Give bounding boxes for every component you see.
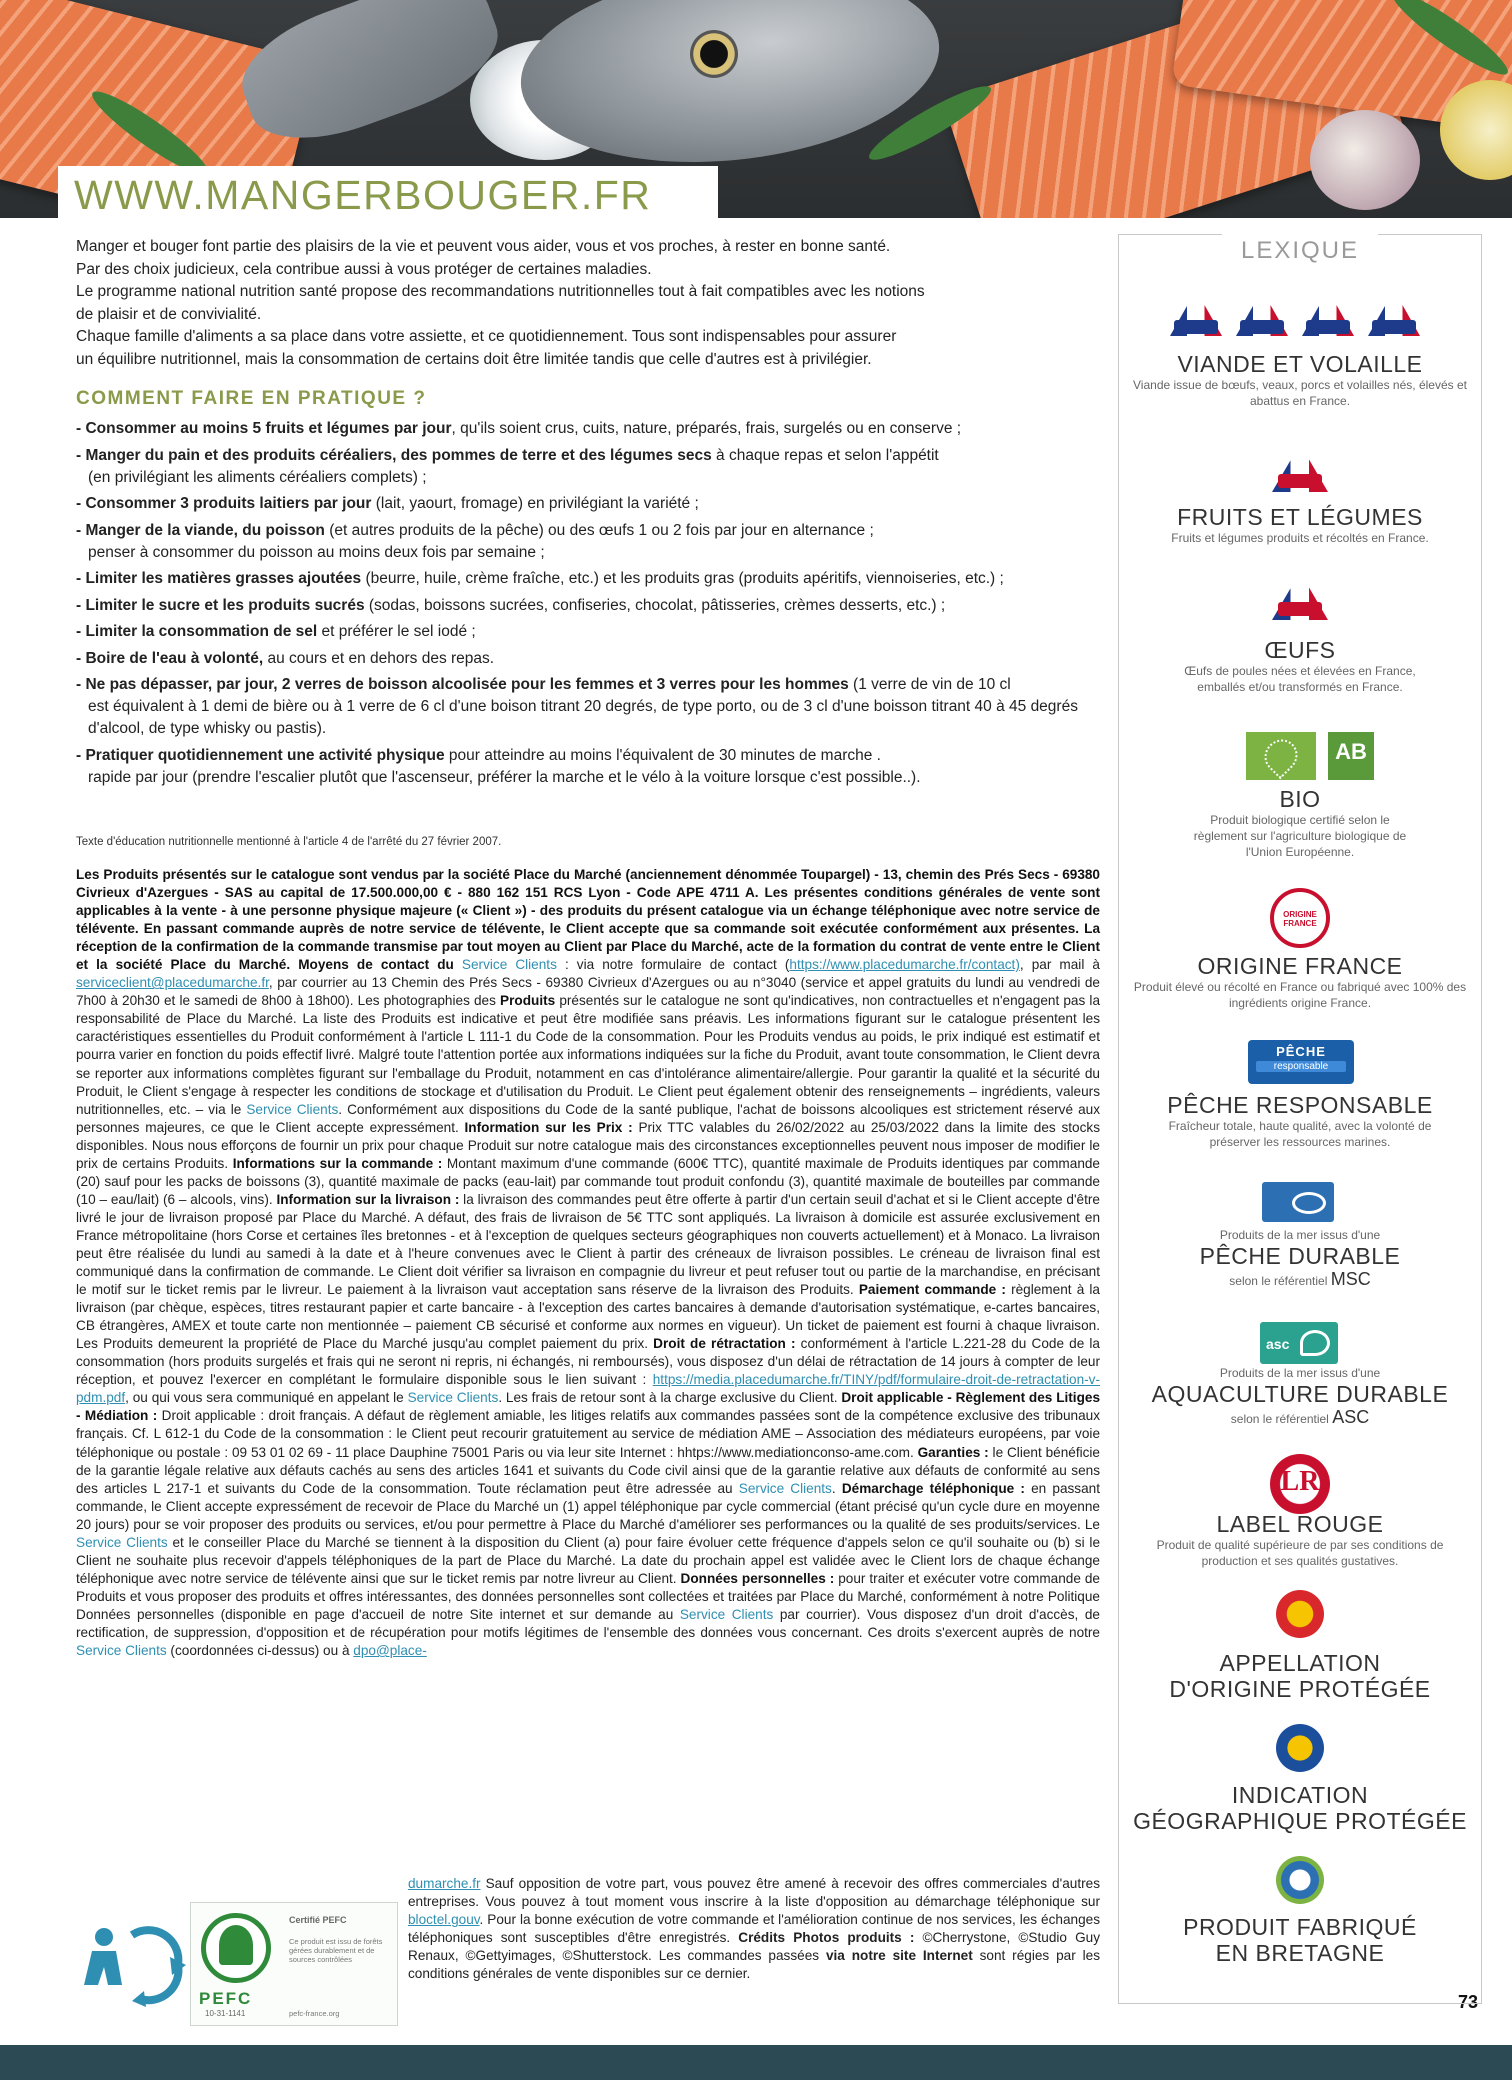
legal-text: pour traiter et exécuter votre commande de Produits et vous proposer des produits et offres intéressantes, des données personnelles sont collectées et traitées par Place du Marché, conformément à notre Politique Données personnelles (disponible en page d'accueil de notre Site internet et sur demande au [76,1570,1100,1622]
legal-text: (coordonnées ci-dessus) ou à [166,1643,354,1659]
dpo-email-link[interactable]: dpo@place- [353,1643,427,1659]
tip-continuation: rapide par jour (prendre l'escalier plutôt que l'ascenseur, préférer la marche et le vélo à la voiture lorsque c'est possible..). [88,768,921,786]
tip-text: (sodas, boissons sucrées, confiseries, chocolat, pâtisseries, crèmes desserts, etc.) ; [364,596,946,614]
tip-item [76,493,1086,515]
pefc-site: pefc-france.org [289,2009,340,2018]
nutrition-tips-list [76,418,1086,793]
tip-text: pour atteindre au moins l'équivalent de 30 minutes de marche . [444,746,881,764]
post-text: selon le référentiel [1229,1274,1328,1288]
lexique-entry-name: GÉOGRAPHIQUE PROTÉGÉE [1133,1808,1467,1834]
lexique-entry-origine [1120,953,1480,1011]
lexique-entry-name: BIO [1279,786,1321,812]
legal-text: règlement à la livraison (par chèque, espèces, titres restaurant papier et carte bancaire - à l'exception des cartes bancaires à demande d'autorisation systématique, e-cartes bancaires, CB étrangères, AMEX et toute carte non mentionnée – paiement CB sécurisé et conforme aux normes en vigueur). Un ticket de paiement est fourni à chaque livraison. Les Produits demeurent la propriété de Place du Marché jusqu'au complet paiement du prix. [76,1282,1100,1352]
lexique-title: LEXIQUE [1240,237,1360,264]
page-number: 73 [1458,1992,1479,2012]
lexique-entry-desc: Produit de qualité supérieure de par ses conditions de production et ses qualités gustatives. [1156,1538,1444,1568]
legal-text: Prix TTC valables du 26/02/2022 au 25/03/2022 dans la limite des stocks disponibles. Nous nous efforçons de fournir un prix pour chaque Produit sur notre catalogue mais des circonstances exceptionnelles peuvent nous imposer de modifier le prix de certains Produits. [76,1119,1100,1171]
referentiel-tag: ASC [1332,1407,1370,1427]
tip-text: , qu'ils soient crus, cuits, nature, préparés, frais, surgelés ou en conserve ; [451,420,962,437]
tip-bold: - Manger du pain et des produits céréaliers, des pommes de terre et des légumes secs [76,446,712,464]
lexique-entry-name: EN BRETAGNE [1215,1940,1385,1966]
lexique-entry-aquaculture [1120,1366,1480,1428]
lexique-entry-label-rouge [1120,1511,1480,1569]
tip-item [76,621,1086,643]
aop-seal-icon [1276,1590,1324,1638]
lexique-entry-name: ŒUFS [1264,637,1336,663]
legal-text: ©Cherrystone, ©Studio Guy Renaux, ©Gettyimages, ©Shutterstock. Les commandes passées [408,1930,1101,1964]
intro-line: de plaisir et de convivialité. [76,305,262,323]
intro-line: Le programme national nutrition santé propose des recommandations nutritionnelles tout à fait compatibles avec les notions [76,283,925,300]
tip-item [76,445,1086,489]
retractation-form-link[interactable]: https://media.placedumarche.fr/TINY/pdf/formulaire-droit-de-retractation-v-pdm.pdf [76,1372,1100,1406]
post-text: selon le référentiel [1230,1412,1329,1426]
lexique-entry-post [1120,1269,1480,1290]
lexique-entry-pre: Produits de la mer issus d'une [1219,1366,1381,1380]
lexique-entry-name: VIANDE ET VOLAILLE [1177,351,1423,377]
tip-item [76,648,1086,670]
lexique-entry-desc: Fruits et légumes produits et récoltés en France. [1171,531,1429,545]
bottom-band [0,2045,1512,2080]
seal-text: ORIGINE FRANCE [1283,910,1317,928]
legal-text: , par courrier au 13 Chemin des Prés Secs - 69380 Civrieux d'Azergues ou au n°3040 (service et appel gratuits du lundi au vendredi de 7h00 à 20h30 et le samedi de 8h00 à 18h00). Les photographies des [76,975,1100,1009]
tip-text: au cours et en dehors des repas. [263,649,495,667]
tip-text: et préférer le sel iodé ; [317,623,476,640]
tip-bold: - Limiter les matières grasses ajoutées [76,570,362,587]
peche-responsable-logo-icon [1248,1040,1354,1084]
service-clients-link[interactable]: Service Clients [246,1101,339,1117]
service-clients-link[interactable]: Service Clients [76,1643,167,1659]
intro-line: un équilibre nutritionnel, mais la consommation de certains doit être limitée tandis que celle d'autres est à privilégier. [76,350,872,368]
lexique-entry-desc: Fraîcheur totale, haute qualité, avec la volonté de préserver les ressources marines. [1168,1119,1432,1149]
tip-text: à chaque repas et selon l'appétit [711,446,939,464]
lexique-entry-name: ORIGINE FRANCE [1197,953,1403,979]
legal-bold: Paiement commande : [858,1282,1006,1298]
legal-text: Montant maximum d'une commande (600€ TTC), quantité maximale de Produits identiques par commande (20) sauf pour les packs de boissons (3), quantité maximale de packs (eau-lait) par commande tout produit confondu (3), quantité maximale de bouteilles par commande (10 – eau/lait) (6 – alcools, vins). [76,1155,1100,1207]
tip-bold: - Ne pas dépasser, par jour, 2 verres de boisson alcoolisée pour les femmes et 3 verres pour les hommes [76,676,849,693]
legal-bold: Information sur la livraison : [276,1191,460,1207]
tip-bold: - Boire de l'eau à volonté, [76,649,264,667]
lexique-entry-igp [1120,1782,1480,1834]
lexique-entry-aop [1120,1650,1480,1702]
tip-item [76,745,1086,789]
label-rouge-icon [1270,1454,1330,1514]
legal-text: le Client bénéficie de la garantie légale relative aux défauts cachés au sens des articles 1641 et suivants du Code civil ainsi que de la garantie relative aux défauts de conformité au sens des articles L 217-1 et suivants du Code de la consommation. Toute réclamation peut être adressée au [76,1444,1100,1496]
tip-continuation: (en privilégiant les aliments céréaliers complets) ; [88,468,427,486]
lexique-entry-desc: Produit élevé ou récolté en France ou fabriqué avec 100% des ingrédients origine France. [1133,980,1467,1010]
igp-seal-icon [1276,1724,1324,1772]
legal-text: sont régies par les conditions générales de vente disponibles sur ce dernier. [408,1948,1100,1982]
dpo-email-link[interactable]: dumarche.fr [408,1876,481,1891]
bloctel-link[interactable]: bloctel.gouv [408,1912,480,1928]
legal-text: , ou qui vous sera communiqué en appelant le [125,1390,408,1406]
legal-text: et le conseiller Place du Marché se tiennent à la disposition du Client (a) pour faire évoluer cette fréquence d'appels selon ce qu'il souhaite ou (b) si le Client ne souhaite plus recevoir d'appels téléphoniques de la part de Place du Marché. La date du prochain appel est validée avec le Client lors de chaque échange téléphonique avec notre service de télévente ainsi que sur le ticket remis par notre livreur au Client. [76,1534,1101,1586]
legal-bold: Droit de rétractation : [653,1336,796,1352]
lexique-entry-desc: Produit biologique certifié selon le règlement sur l'agriculture biologique de l'Union Européenne. [1193,813,1407,859]
fruits-legumes-france-badge-icon [1268,440,1332,496]
lexique-entry-name: PÊCHE DURABLE [1199,1243,1401,1269]
tip-text: (beurre, huile, crème fraîche, etc.) et les produits gras (produits apéritifs, viennoiseries, etc.) ; [361,570,1004,587]
lexique-entry-desc: Viande issue de bœufs, veaux, porcs et volailles nés, élevés et abattus en France. [1133,378,1467,408]
ab-logo-icon: AB [1328,732,1374,780]
lexique-entry-name: AQUACULTURE DURABLE [1151,1381,1449,1407]
tip-bold: - Consommer au moins 5 fruits et légumes par jour [76,420,452,437]
tip-item [76,595,1086,617]
service-client-email-link[interactable]: serviceclient@placedumarche.fr [76,975,269,991]
tip-item [76,674,1086,740]
lexique-entry-peche-durable [1120,1228,1480,1290]
tip-item [76,568,1086,590]
legal-text: conformément à l'article L.221-28 du Code de la consommation (hors produits surgelés et frais qui ne seront ni repris, ni échangés, ni remboursés), vous disposez d'un délai de rétractation de 14 jours à compter de leur réception, et pouvez l'exercer en complétant le formulaire disponible sous le lien suivant : [76,1336,1100,1388]
logo-text: asc [1266,1336,1290,1352]
tip-bold: - Pratiquer quotidiennement une activité physique [76,746,445,764]
asc-label-icon [1260,1322,1338,1364]
legal-bold: Informations sur la commande : [232,1155,443,1171]
lexique-entry-viande [1120,351,1480,409]
lexique-entry-name: FRUITS ET LÉGUMES [1177,504,1423,530]
origine-france-seal-icon [1270,888,1330,948]
viande-france-badge-icon [1166,284,1226,344]
service-clients-link[interactable]: Service Clients [461,957,557,973]
porc-france-badge-icon [1298,284,1358,344]
nutrition-footnote: Texte d'éducation nutritionnelle mentionné à l'article 4 de l'arrêté du 27 février 2007. [76,836,502,848]
triman-recycle-icon [70,1915,190,2015]
volaille-france-badge-icon [1232,284,1292,344]
garlic-image [1310,110,1420,210]
logo-text: responsable [1256,1061,1346,1072]
lexique-entry-fruits [1120,504,1480,546]
service-clients-link[interactable]: Service Clients [76,1534,168,1550]
legal-text: la livraison des commandes peut être offerte à partir d'un certain seuil d'achat et si le Client accepte d'être livré le jour de livraison proposé par Place du Marché. A défaut, des frais de livraison de 5€ TTC sont appliqués. La livraison à domicile est assurée exclusivement en France métropolitaine (hors Corse et certaines îles bretonnes - et à l'exception de quelques secteurs géographiques non couverts actuellement) et à Monaco. La livraison peut être réalisée du lundi au samedi à la date et à l'heure convenues avec le Client à partir des créneaux de livraison possibles. Le créneau de livraison final est communiqué dans la confirmation de commande. Le Client doit vérifier sa livraison en compagnie du livreur et peut refuser tout ou partie de la marchandise, en précisant le motif sur le ticket remis par le livreur. Le paiement à la livraison vaut acceptation sans réserve de la livraison des Produits. [76,1191,1100,1298]
lexique-entry-name: APPELLATION [1219,1650,1381,1676]
legal-text: : via notre formulaire de contact ( [556,957,790,973]
legal-text: par courrier). Vous disposez d'un droit d'accès, de rectification, de suppression, d'opposition et de récupération pour motifs légitimes de l'ensemble des données vous concernant. Ces droits s'exercent auprès de notre [76,1606,1100,1640]
tip-continuation: est équivalent à 1 demi de bière ou à 1 verre de 6 cl d'une boison titrant 20 degrés, de type porto, ou de 3 cl d'une boisson titrant 40 à 45 degrés d'alcool, de type whisky ou pastis). [88,698,1078,737]
intro-text [76,236,1076,371]
tip-item [76,418,1086,440]
oeufs-france-badge-icon [1268,568,1332,624]
tip-text: (1 verre de vin de 10 cl [848,676,1011,693]
eu-organic-leaf-icon [1246,732,1316,780]
legal-bold: Droit applicable - Règlement des Litiges - Médiation : [76,1390,1101,1424]
legal-bold: Information sur les Prix : [464,1119,633,1135]
mangerbouger-url-title[interactable]: WWW.MANGERBOUGER.FR [74,172,652,218]
lexique-entry-name: LABEL ROUGE [1216,1511,1384,1537]
legal-text: Sauf opposition de votre part, vous pouvez être amené à recevoir des offres commerciales d'autres entreprises. Vous pouvez à tout moment vous inscrire à la liste d'opposition au démarchage téléphonique sur [408,1876,1100,1910]
legal-bold: Produits [500,993,556,1009]
pefc-certification-logo [190,1902,398,2026]
legal-text: . Pour la bonne exécution de votre commande et l'amélioration continue de nos services, les échanges téléphoniques sont susceptibles d'être enregistrés. [408,1912,1100,1946]
lexique-entry-bretagne [1120,1914,1480,1966]
lexique-entry-name: D'ORIGINE PROTÉGÉE [1169,1676,1431,1702]
lexique-entry-pre: Produits de la mer issus d'une [1219,1228,1381,1242]
msc-label-icon [1262,1182,1334,1222]
tip-bold: - Manger de la viande, du poisson [76,521,325,539]
service-clients-link[interactable]: Service Clients [738,1480,832,1496]
lexique-entry-name: INDICATION [1231,1782,1369,1808]
pefc-tree-icon [219,1925,253,1965]
intro-line: Chaque famille d'aliments a sa place dans votre assiette, et ce quotidiennement. Tous sont indispensables pour assurer [76,328,897,345]
pefc-certified-label: Certifié PEFC [289,1915,347,1925]
pefc-code: 10-31-1141 [205,2009,246,2018]
legal-text: Droit applicable : droit français. A défaut de règlement amiable, les litiges relatifs aux commandes passées sont de la compétence exclusive des tribunaux français. Cf. L 612-1 du Code de la consommation : le Client peut recourir gratuitement au service de médiation AME – Association des médiateurs européens, par voie téléphonique ou postale : 09 53 01 02 69 - 11 place Dauphine 75001 Paris ou via leur site Internet : hhtps://www.mediationconso-ame.com. [76,1408,1101,1460]
legal-text: présentés sur le catalogue ne sont qu'indicatives, non contractuelles et n'engagent pas la responsabilité de Place du Marché. La liste des Produits est indicative et peut être modifiée sans préavis. Les informations figurant sur le catalogue présentent les caractéristiques essentielles du Produit conformément à l'article L 111-1 du Code de la consommation. Pour les Produits vendus au poids, le prix indiqué est estimatif et pourra varier en fonction du poids effectif livré. Malgré toute l'attention portée aux informations indiquées sur la fiche du Produit, avant toute consommation, le Client devra se reporter aux informations complètes figurant sur l'emballage du Produit, notamment en cas d'intolérance alimentaire/allergie. Pour garantir la qualité et la sécurité du Produit, le Client s'engage à respecter les conditions de stockage et d'utilisation du Produit. Le Client peut également obtenir des renseignements – ingrédients, valeurs nutritionnelles, etc. – via le [76,993,1100,1117]
service-clients-link[interactable]: Service Clients [679,1606,774,1622]
legal-text: en passant commande, le Client accepte expressément de recevoir de Place du Marché un (1) appel téléphonique par cycle commercial (étant précisé qu'un cycle dure en moyenne 20 jours) pour se voir proposer des produits ou services, et/ou pour permettre à Place du Marché d'améliorer ses performances ou la qualité de ses produits/services. Le [76,1480,1101,1532]
tip-continuation: penser à consommer du poisson au moins deux fois par semaine ; [88,543,545,561]
referentiel-tag: MSC [1330,1269,1371,1289]
tip-bold: - Limiter le sucre et les produits sucrés [76,596,365,614]
intro-line: Manger et bouger font partie des plaisirs de la vie et peuvent vous aider, vous et vos proches, à rester en bonne santé. [76,238,891,255]
lexique-entry-desc: Œufs de poules nées et élevées en France, emballés et/ou transformés en France. [1184,664,1416,694]
tip-item [76,520,1086,564]
legal-text: . [831,1480,842,1496]
tip-bold: - Limiter la consommation de sel [76,623,318,640]
logo-text: LR [1280,1466,1320,1497]
pefc-wordmark: PEFC [199,1989,253,2008]
lexique-entry-peche-responsable [1120,1092,1480,1150]
legal-text: , par mail à [1019,957,1100,973]
legal-terms-tail [408,1875,1100,1984]
legal-terms-text [76,866,1100,1660]
logo-text: PÊCHE [1276,1044,1326,1059]
legal-text: . Les frais de retour sont à la charge exclusive du Client. [498,1390,842,1406]
intro-line: Par des choix judicieux, cela contribue aussi à vous protéger de certaines maladies. [76,260,652,278]
legal-bold: Données personnelles : [680,1570,835,1586]
produit-en-bretagne-icon [1276,1856,1324,1904]
fish-eye-image [690,30,738,78]
legal-bold: Garanties : [917,1444,989,1460]
legal-text: . Conformément aux dispositions du Code de la santé publique, l'achat de boissons alcooliques est strictement réservé aux personnes majeures, ce que le Client accepte expressément. [76,1101,1101,1135]
tip-text: (lait, yaourt, fromage) en privilégiant la variété ; [371,495,699,512]
tip-text: (et autres produits de la pêche) ou des œufs 1 ou 2 fois par jour en alternance ; [324,521,874,539]
lexique-entry-name: PÊCHE RESPONSABLE [1167,1092,1433,1118]
contact-form-link[interactable]: https://www.placedumarche.fr/contact) [789,957,1020,973]
service-clients-link[interactable]: Service Clients [407,1390,499,1406]
bio-logos [1246,732,1378,780]
pefc-description: Ce produit est issu de forêts gérées durablement et de sources contrôlées [289,1937,383,1964]
legal-bold: via notre site Internet [825,1948,973,1964]
lexique-entry-post [1120,1407,1480,1428]
lexique-entry-name: PRODUIT FABRIQUÉ [1183,1914,1417,1940]
legal-bold: Démarchage téléphonique : [841,1480,1025,1496]
section-heading-pratique: COMMENT FAIRE EN PRATIQUE ? [76,388,427,409]
lexique-entry-oeufs [1120,637,1480,695]
legal-bold: Crédits Photos produits : [738,1930,915,1946]
tip-bold: - Consommer 3 produits laitiers par jour [76,495,372,512]
viande-bovine-france-badge-icon [1364,284,1424,344]
lexique-entry-bio [1120,786,1480,860]
legal-intro-bold: Les Produits présentés sur le catalogue sont vendus par la société Place du Marché (anciennement dénommée Toupargel) - 13, chemin des Prés Secs - 69380 Civrieux d'Azergues - SAS au capital de 17.500.000,00 € - 880 162 151 RCS Lyon - Code APE 4711 A. Les présentes conditions générales de vente sont applicables à la vente - à une personne physique majeure (« Client ») - des produits du présent catalogue via un échange téléphonique avec notre service de télévente. En passant commande auprès de notre service de télévente, le Client accepte que sa commande soit exécutée conformément aux présentes. La réception de la confirmation de la commande transmise par tout moyen au Client par Place du Marché, acte de la formation du contrat de vente entre le Client et la société Place du Marché. Moyens de contact du [76,867,1100,973]
